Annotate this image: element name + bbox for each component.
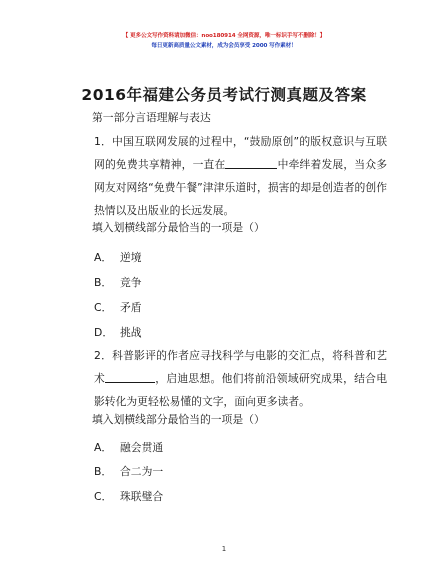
answer-blank: [105, 370, 155, 383]
page-number: 1: [221, 545, 227, 553]
question-2-text-before-blank: 2．科普影评的作者应寻找科学与电影的交汇点，将科普和艺术: [94, 349, 387, 385]
question-2-option-c: [94, 489, 163, 504]
option-letter: C．: [94, 301, 113, 314]
option-text: 竞争: [120, 276, 142, 289]
section-heading: 第一部分言语理解与表达: [92, 111, 211, 124]
answer-blank: [225, 156, 277, 169]
question-1-option-a: [94, 250, 142, 265]
question-1-stem: [94, 130, 387, 222]
question-1-option-b: [94, 275, 142, 290]
promo-banner-line-1: 【 更多公文写作资料请加微信：noo180914 全网资源，唯一标识手写不删除！】: [122, 33, 326, 39]
option-letter: A．: [94, 251, 113, 264]
document-title: 2016年福建公务员考试行测真题及答案: [81, 86, 367, 104]
option-letter: C．: [94, 490, 113, 503]
question-1-text-after-blank: 中牵绊着发展，当众多网友对网络“免费午餐”津津乐道时，损害的却是创造者的创作热情以及出版业的长远发展。: [94, 158, 387, 217]
option-letter: B．: [94, 465, 113, 478]
option-text: 珠联璧合: [120, 490, 164, 503]
option-letter: B．: [94, 276, 113, 289]
question-2-prompt: 填入划横线部分最恰当的一项是（）: [92, 413, 265, 426]
question-1-text-before-blank: 1．中国互联网发展的过程中，“鼓励原创”的版权意识与互联网的免费共享精神，一直在: [94, 135, 387, 171]
question-2-stem: [94, 344, 387, 413]
question-2-option-a: [94, 440, 163, 455]
option-text: 挑战: [120, 326, 142, 339]
promo-banner-line-2: 每日更新高质量公文素材，成为会员享受 2000 写作素材！: [151, 43, 297, 49]
option-letter: D．: [94, 326, 114, 339]
question-2-option-b: [94, 464, 163, 479]
option-text: 合二为一: [120, 465, 164, 478]
question-1-option-c: [94, 300, 142, 315]
option-text: 逆境: [120, 251, 142, 264]
question-1-prompt: 填入划横线部分最恰当的一项是（）: [92, 221, 265, 234]
option-letter: A．: [94, 441, 113, 454]
question-2-text-after-blank: ，启迪思想。他们将前沿领域研究成果，结合电影转化为更轻松易懂的文字，面向更多读者。: [94, 372, 387, 408]
question-1-option-d: [94, 325, 142, 340]
option-text: 融会贯通: [120, 441, 164, 454]
option-text: 矛盾: [120, 301, 142, 314]
